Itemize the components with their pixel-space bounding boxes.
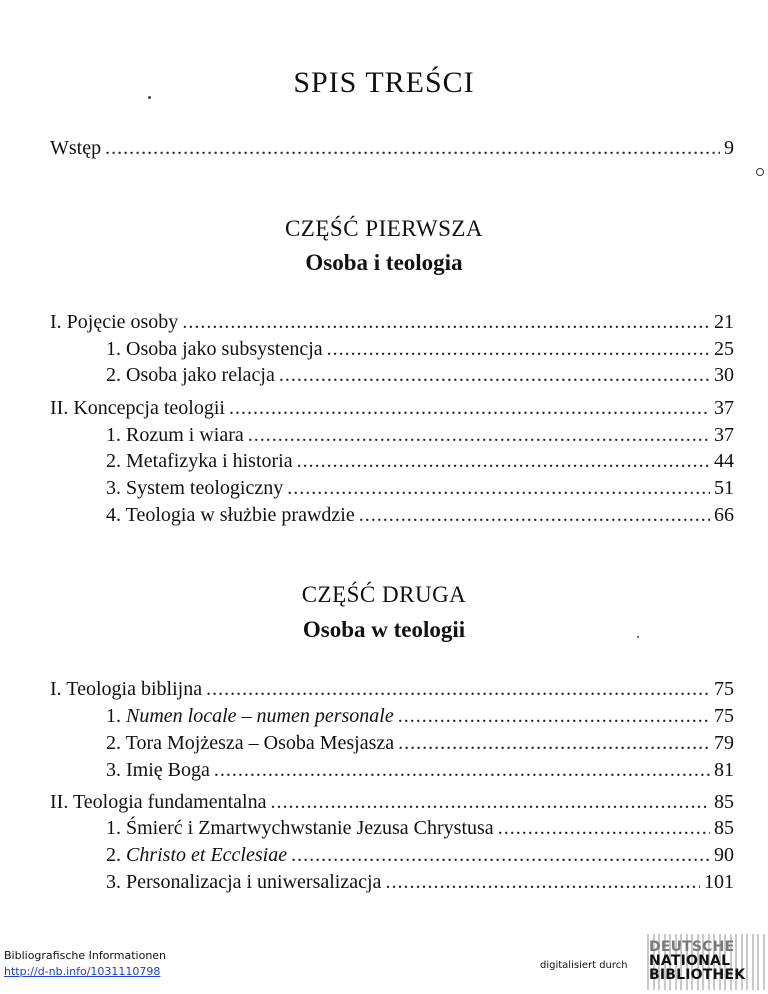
toc-page-number: 37 xyxy=(714,397,734,419)
scan-ring-mark xyxy=(756,168,764,176)
toc-entry-label: I. Pojęcie osoby xyxy=(50,311,179,333)
toc-entry-label: 1. Rozum i wiara xyxy=(106,424,244,446)
toc-page-number: 75 xyxy=(714,678,734,700)
toc-entry-label: II. Teologia fundamentalna xyxy=(50,791,267,813)
leader-dots xyxy=(206,677,710,701)
part-subtitle: Osoba w teologii xyxy=(302,617,466,642)
leader-dots xyxy=(398,731,710,755)
toc-entry-label: 3. Personalizacja i uniwersalizacja xyxy=(106,871,382,893)
leader-dots xyxy=(182,310,710,334)
section-number: 1. xyxy=(106,705,121,727)
toc-chapter[interactable] xyxy=(50,790,734,814)
toc-section[interactable] xyxy=(106,758,734,782)
toc-page-number: 44 xyxy=(714,450,734,472)
toc-page-number: 30 xyxy=(714,364,734,386)
toc-page-number: 51 xyxy=(714,477,734,499)
toc-chapter[interactable] xyxy=(50,396,734,420)
leader-dots xyxy=(229,396,710,420)
toc-section[interactable] xyxy=(106,843,734,867)
toc-page-number: 37 xyxy=(714,424,734,446)
toc-entry-label: 1. Osoba jako subsystencja xyxy=(106,338,323,360)
part-heading: CZĘŚĆ DRUGA xyxy=(301,582,467,607)
toc-page-number: 25 xyxy=(714,338,734,360)
toc-entry-label xyxy=(106,843,287,867)
toc-page-number: 79 xyxy=(714,732,734,754)
toc-section[interactable] xyxy=(106,503,734,527)
logo-line-3: BIBLIOTHEK xyxy=(649,967,746,983)
toc-section[interactable] xyxy=(106,337,734,361)
toc-entry-label: 3. Imię Boga xyxy=(106,759,210,781)
page-title: SPIS TREŚCI xyxy=(293,66,475,99)
toc-page-number: 75 xyxy=(714,705,734,727)
toc-section[interactable] xyxy=(106,423,734,447)
section-number: 2. xyxy=(106,844,121,866)
leader-dots xyxy=(327,337,710,361)
toc-section[interactable] xyxy=(106,449,734,473)
leader-dots xyxy=(291,843,710,867)
dnb-logo[interactable] xyxy=(647,934,765,990)
toc-chapter[interactable] xyxy=(50,677,734,701)
toc-page-number: 85 xyxy=(714,791,734,813)
toc-section[interactable] xyxy=(106,870,734,894)
bibliographic-info-link[interactable]: http://d-nb.info/1031110798 xyxy=(4,965,161,978)
leader-dots xyxy=(297,449,710,473)
toc-entry-label xyxy=(106,704,394,728)
toc-page-number: 90 xyxy=(714,844,734,866)
toc-page-number: 101 xyxy=(704,871,734,893)
leader-dots xyxy=(287,476,710,500)
leader-dots xyxy=(498,816,710,840)
toc-page-number: 9 xyxy=(724,137,734,159)
toc-entry-label: 2. Metafizyka i historia xyxy=(106,450,293,472)
toc-section[interactable] xyxy=(106,731,734,755)
toc-entry-label: I. Teologia biblijna xyxy=(50,678,203,700)
toc-entry-intro[interactable] xyxy=(50,136,734,160)
leader-dots xyxy=(385,870,700,894)
logo-line-1: DEUTSCHE xyxy=(649,939,735,955)
toc-entry-label: II. Koncepcja teologii xyxy=(50,397,225,419)
part-heading: CZĘŚĆ PIERWSZA xyxy=(284,216,484,241)
leader-dots xyxy=(214,758,710,782)
part-subtitle: Osoba i teologia xyxy=(305,250,463,275)
toc-entry-label: 1. Śmierć i Zmartwychwstanie Jezusa Chrystusa xyxy=(106,817,494,839)
bibliographic-info-label: Bibliografische Informationen xyxy=(4,949,167,962)
scan-speck xyxy=(148,96,151,99)
toc-page-number: 85 xyxy=(714,817,734,839)
toc-section[interactable] xyxy=(106,363,734,387)
toc-section[interactable] xyxy=(106,816,734,840)
leader-dots xyxy=(248,423,710,447)
toc-entry-label: 2. Osoba jako relacja xyxy=(106,364,275,386)
section-title-italic: Numen locale – numen personale xyxy=(126,705,394,727)
toc-entry-label: 2. Tora Mojżesza – Osoba Mesjasza xyxy=(106,732,395,754)
logo-wordmark xyxy=(649,940,745,982)
leader-dots xyxy=(398,704,710,728)
toc-page-number: 66 xyxy=(714,504,734,526)
logo-line-2: NATIONAL xyxy=(649,953,731,969)
digitized-by-label: digitalisiert durch xyxy=(540,960,628,971)
toc-page-number: 21 xyxy=(714,311,734,333)
leader-dots xyxy=(105,136,720,160)
leader-dots xyxy=(270,790,710,814)
toc-entry-label: Wstęp xyxy=(50,137,102,159)
bibliographic-info xyxy=(4,948,166,980)
leader-dots xyxy=(279,363,710,387)
toc-chapter[interactable] xyxy=(50,310,734,334)
toc-page-number: 81 xyxy=(714,759,734,781)
leader-dots xyxy=(359,503,710,527)
toc-entry-label: 3. System teologiczny xyxy=(106,477,284,499)
section-title-italic: Christo et Ecclesiae xyxy=(126,844,288,866)
toc-section[interactable] xyxy=(106,704,734,728)
toc-section[interactable] xyxy=(106,476,734,500)
toc-entry-label: 4. Teologia w służbie prawdzie xyxy=(106,504,355,526)
